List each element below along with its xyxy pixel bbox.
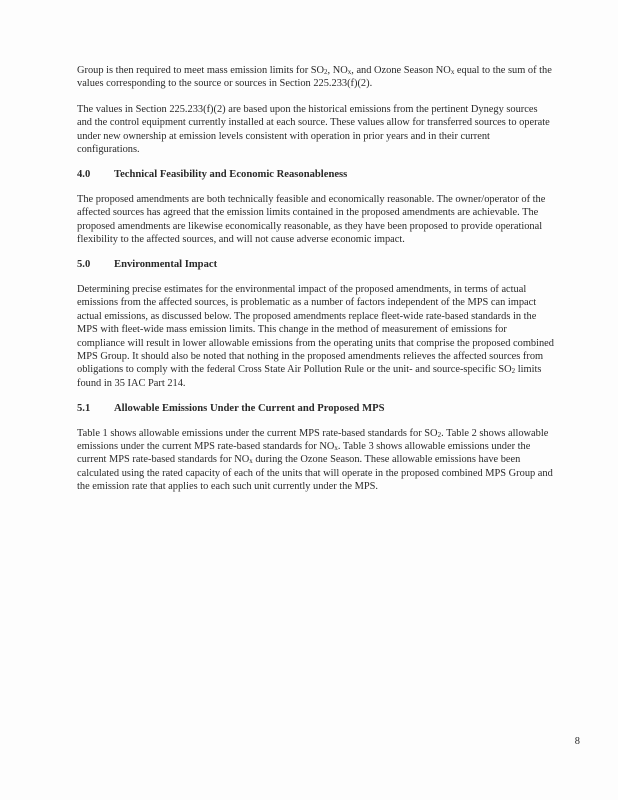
section-title: Environmental Impact bbox=[114, 259, 218, 271]
section-number: 4.0 bbox=[77, 169, 91, 181]
page-body bbox=[77, 64, 555, 506]
subscript: 2 bbox=[437, 430, 442, 439]
paragraph-feasibility: The proposed amendments are both technically feasible and economically reasonable. The owner/operator of the affected sources has agreed that the emission limits contained in the proposed amendments are achievable. The proposed amendments are likewise economically reasonable, as they have been proposed to provide operational flexibility to the affected sources, and will not cause adverse economic impact. bbox=[77, 193, 546, 246]
paragraph-environmental-impact bbox=[77, 283, 555, 390]
page-number: 8 bbox=[574, 736, 580, 747]
text-run: , NO bbox=[327, 65, 348, 76]
subscript: x bbox=[334, 443, 338, 452]
text-run: . Table 3 shows allowable emissions under the current MPS rate-based standards for NO bbox=[77, 440, 531, 466]
paragraph-allowable-emissions bbox=[77, 427, 555, 494]
section-heading-5-0 bbox=[77, 258, 555, 271]
section-number: 5.0 bbox=[77, 259, 91, 271]
text-run: equal to the sum of the values corresponding to the source or sources in Section 225.233(f)(2). bbox=[77, 65, 552, 90]
paragraph-mass-emission-limits bbox=[77, 64, 555, 91]
subscript: x bbox=[450, 68, 455, 76]
section-heading-5-1 bbox=[77, 402, 555, 415]
text-run: during the Ozone Season. These allowable emissions have been calculated using the rated capacity of each of the units that will operate in the proposed combined MPS Group and the emission rate that applies to each such unit currently under the MPS. bbox=[77, 454, 553, 493]
subscript: x bbox=[249, 457, 253, 466]
subscript: 2 bbox=[511, 367, 516, 376]
section-heading-4-0 bbox=[77, 168, 555, 181]
paragraph-section-values: The values in Section 225.233(f)(2) are based upon the historical emissions from the pertinent Dynegy sources and the control equipment currently installed at each source. These values allow for transferred sources to operate under new ownership at emission levels consistent with operation in prior years and in their current configurations. bbox=[77, 103, 550, 156]
section-title: Technical Feasibility and Economic Reasonableness bbox=[114, 169, 348, 181]
text-run: limits found in 35 IAC Part 214. bbox=[77, 364, 542, 389]
section-number: 5.1 bbox=[77, 403, 91, 415]
section-title: Allowable Emissions Under the Current and Proposed MPS bbox=[114, 403, 385, 415]
text-run: , and Ozone Season NO bbox=[351, 65, 451, 76]
text-run: . Table 2 shows allowable emissions under the current MPS rate-based standards for NO bbox=[77, 427, 549, 452]
subscript: 2 bbox=[324, 68, 328, 76]
text-run: Determining precise estimates for the environmental impact of the proposed amendments, in terms of actual emissions from the affected sources, is problematic as a number of factors independent of the MPS can impact actual emissions, as discussed below. The proposed amendments replace fleet-wide rate-based standards in the MPS with fleet-wide mass emission limits. This change in the method of measurement of emissions for compliance will result in lower allowable emissions from the operating units that comprise the proposed combined MPS Group. It should also be noted that nothing in the proposed amendments relieves the affected sources from obligations to comply with the federal Cross State Air Pollution Rule or the unit- and source-specific SO bbox=[77, 283, 554, 376]
subscript: x bbox=[347, 68, 352, 76]
text-run: Table 1 shows allowable emissions under the current MPS rate-based standards for SO bbox=[77, 427, 438, 439]
text-run: Group is then required to meet mass emission limits for SO bbox=[77, 65, 325, 76]
